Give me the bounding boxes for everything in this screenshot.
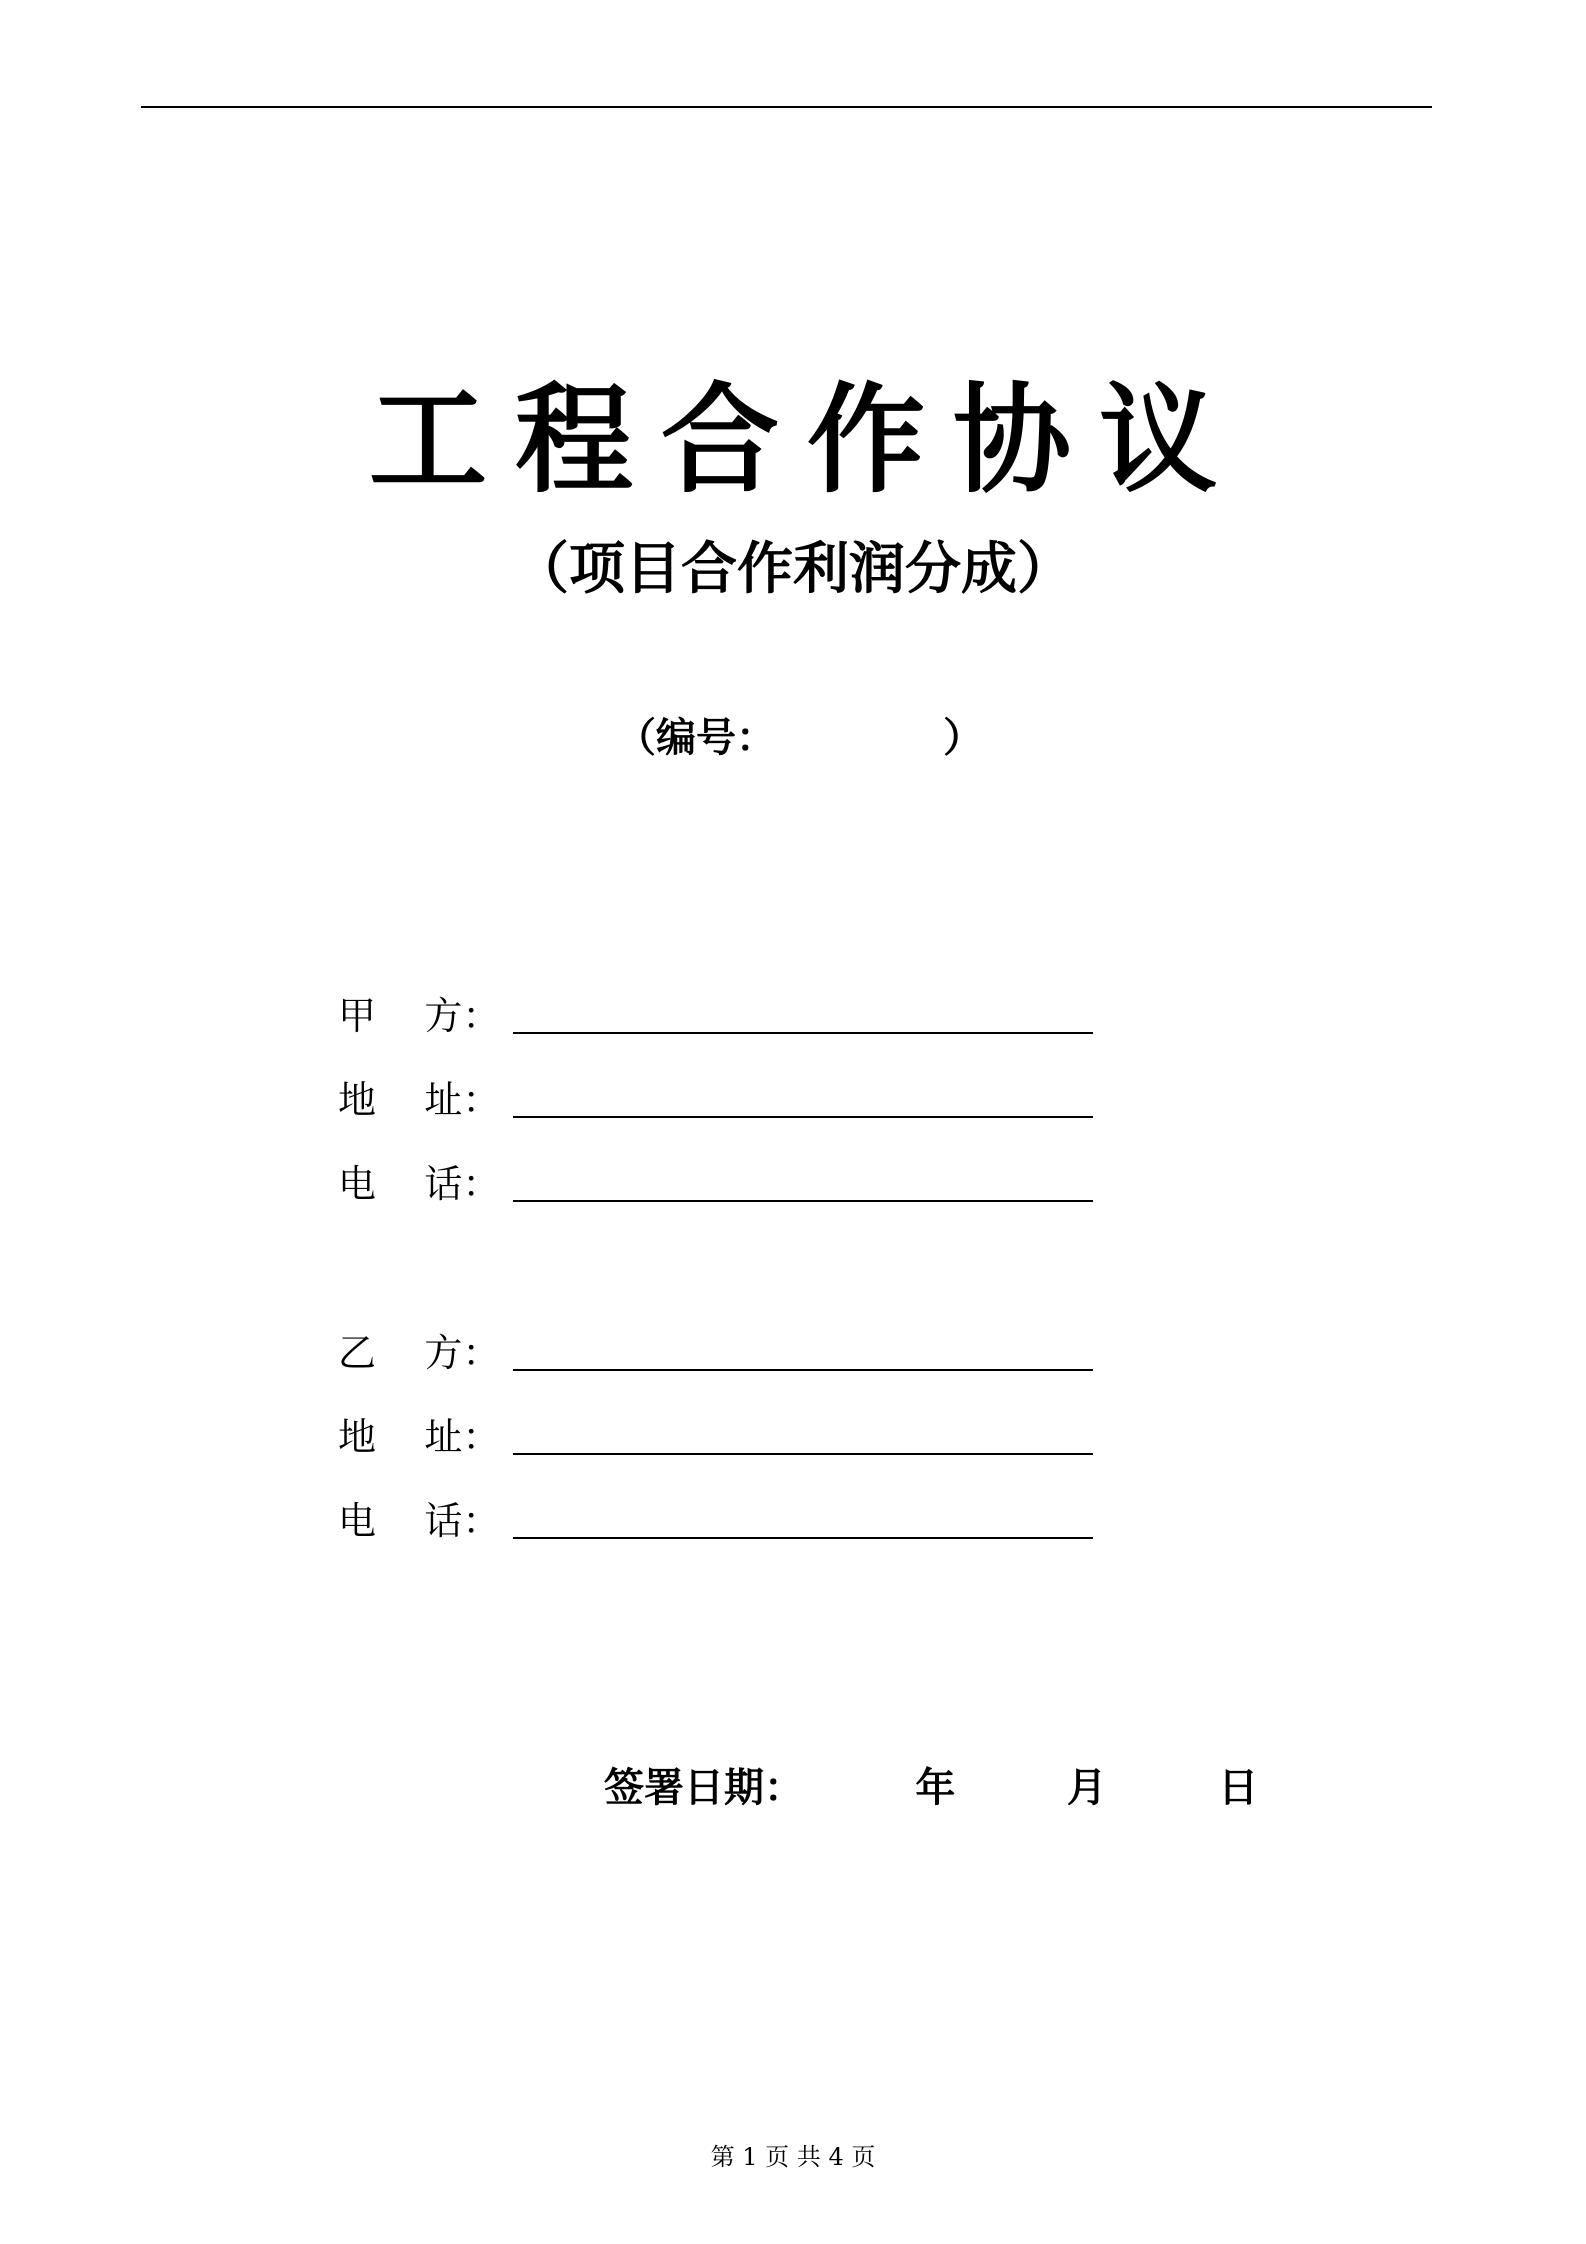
party-b-name-label: 乙 方： — [338, 1331, 501, 1375]
header-rule — [141, 106, 1432, 108]
party-a-name-field[interactable] — [513, 1032, 1093, 1034]
document-title: 工程合作协议 — [368, 371, 1245, 509]
party-b-phone-field[interactable] — [513, 1537, 1093, 1539]
party-b-phone-label: 电 话： — [338, 1499, 501, 1543]
page-indicator: 第 1 页 共 4 页 — [710, 2143, 876, 2171]
party-a-block — [338, 960, 1098, 1212]
party-a-name-row — [338, 960, 1098, 1044]
document-subtitle: （项目合作利润分成） — [513, 537, 1073, 602]
party-b-name-field[interactable] — [513, 1369, 1093, 1371]
party-a-phone-label: 电 话： — [338, 1162, 501, 1206]
party-b-block — [338, 1297, 1098, 1549]
signing-date-label: 签署日期： 年 月 日 — [604, 1765, 1259, 1811]
party-b-phone-row — [338, 1465, 1098, 1549]
party-a-name-label: 甲 方： — [338, 994, 501, 1038]
party-a-address-field[interactable] — [513, 1116, 1093, 1118]
party-b-address-label: 地 址： — [338, 1415, 501, 1459]
party-a-phone-row — [338, 1128, 1098, 1212]
party-b-address-field[interactable] — [513, 1453, 1093, 1455]
party-b-name-row — [338, 1297, 1098, 1381]
party-a-address-label: 地 址： — [338, 1078, 501, 1122]
party-a-phone-field[interactable] — [513, 1200, 1093, 1202]
document-number-label: （编号： ） — [616, 715, 984, 761]
party-b-address-row — [338, 1381, 1098, 1465]
party-a-address-row — [338, 1044, 1098, 1128]
